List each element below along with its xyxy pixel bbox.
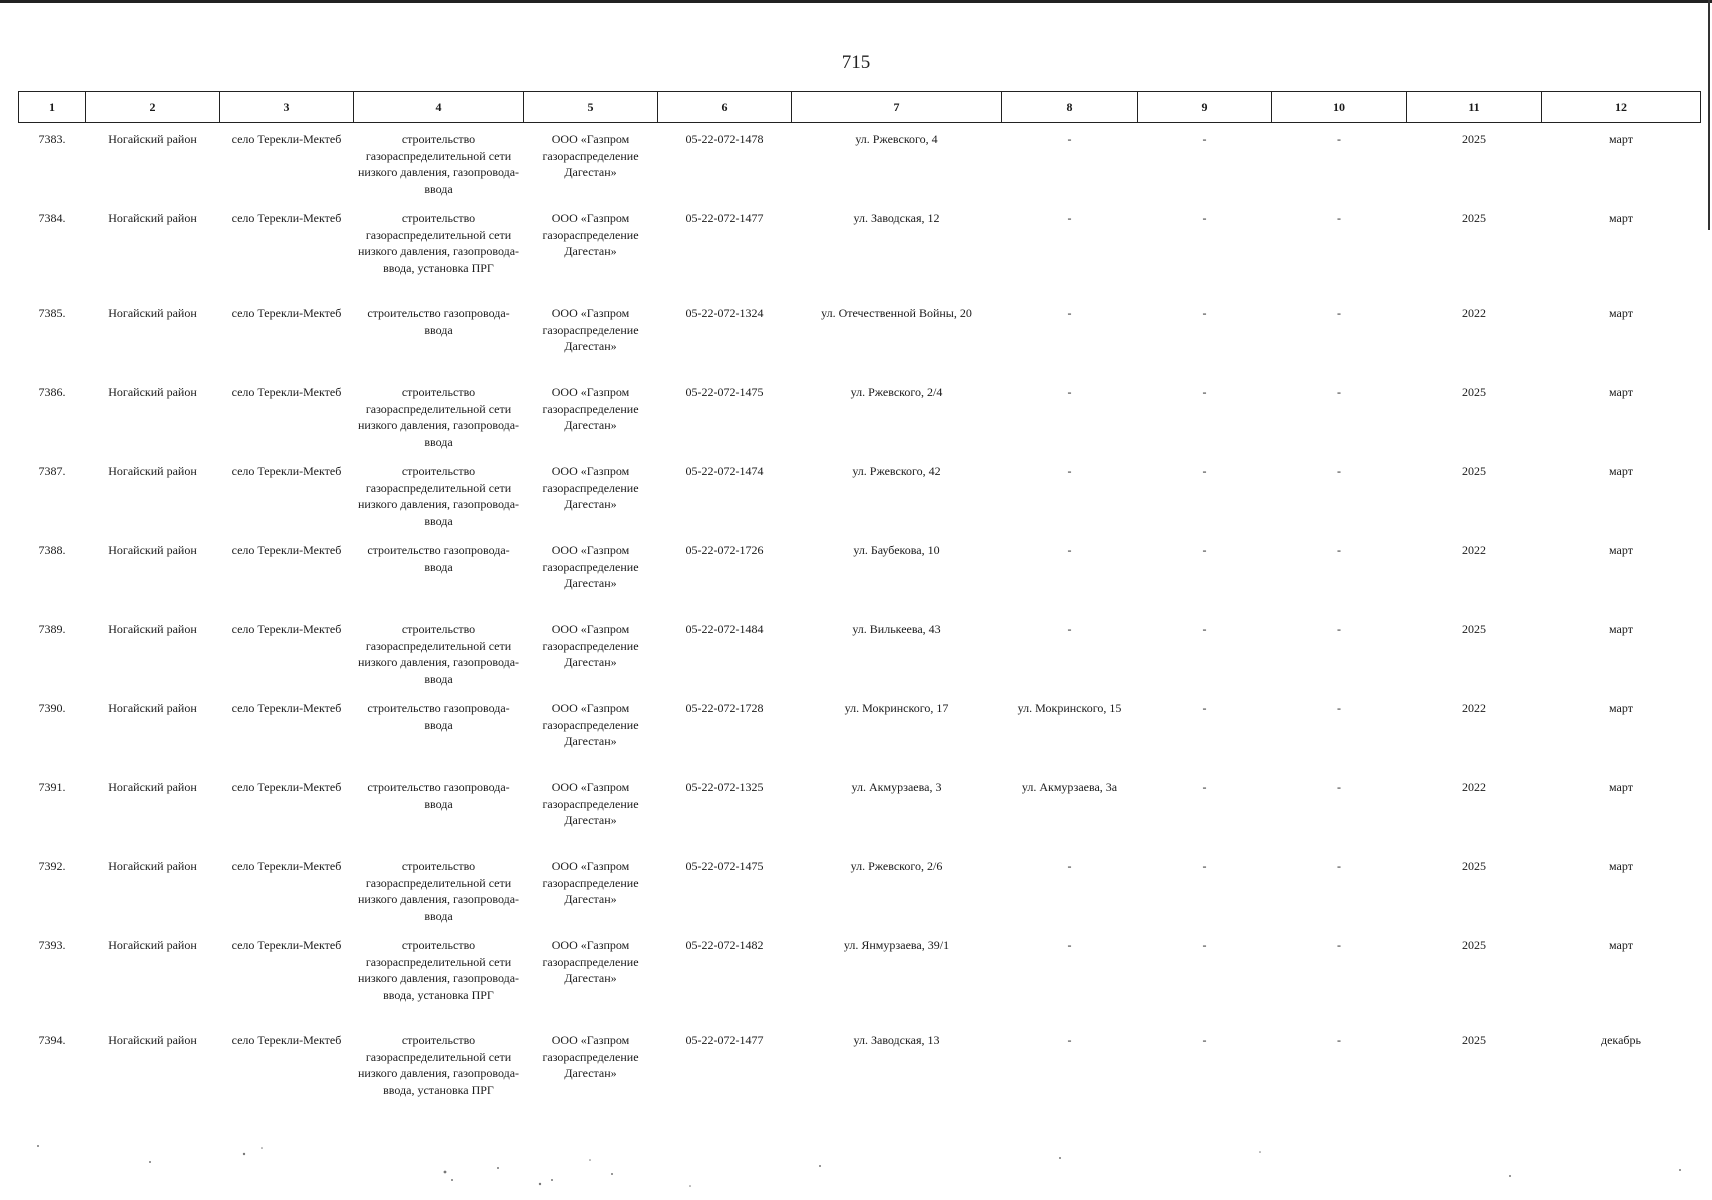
organization-cell: ООО «Газпром газораспределение Дагестан» (542, 211, 639, 258)
table-row (19, 297, 1701, 376)
month-cell: март (1609, 622, 1633, 636)
address2-cell: - (1067, 938, 1072, 952)
address2-cell: - (1067, 859, 1072, 873)
district-cell: Ногайский район (108, 938, 197, 952)
code-cell: 05-22-072-1325 (685, 780, 764, 794)
table-row (19, 202, 1701, 297)
organization-cell: ООО «Газпром газораспределение Дагестан» (542, 622, 639, 669)
work-cell: строительство газораспределительной сети низкого давления, газопровода-ввода (357, 464, 520, 528)
column-header: 2 (86, 92, 220, 123)
row-number: 7389. (38, 622, 66, 636)
col9-cell: - (1202, 622, 1207, 636)
column-header: 5 (524, 92, 658, 123)
month-cell: март (1609, 938, 1633, 952)
address-cell: ул. Отечественной Войны, 20 (821, 306, 972, 320)
organization-cell: ООО «Газпром газораспределение Дагестан» (542, 543, 639, 590)
month-cell: март (1609, 211, 1633, 225)
top-scan-border (0, 0, 1712, 3)
address-cell: ул. Ржевского, 4 (855, 132, 938, 146)
row-number: 7393. (38, 938, 66, 952)
organization-cell: ООО «Газпром газораспределение Дагестан» (542, 132, 639, 179)
row-number: 7391. (38, 780, 66, 794)
col9-cell: - (1202, 1033, 1207, 1047)
table-row (19, 613, 1701, 692)
year-cell: 2025 (1462, 464, 1486, 478)
district-cell: Ногайский район (108, 780, 197, 794)
month-cell: март (1609, 132, 1633, 146)
work-cell: строительство газопровода-ввода (367, 306, 510, 337)
district-cell: Ногайский район (108, 132, 197, 146)
year-cell: 2025 (1462, 132, 1486, 146)
code-cell: 05-22-072-1478 (685, 132, 764, 146)
district-cell: Ногайский район (108, 385, 197, 399)
col9-cell: - (1202, 938, 1207, 952)
settlement-cell: село Терекли-Мектеб (231, 385, 342, 399)
col9-cell: - (1202, 132, 1207, 146)
registry-table (18, 91, 1701, 1119)
month-cell: март (1609, 780, 1633, 794)
col10-cell: - (1337, 1033, 1341, 1047)
work-cell: строительство газораспределительной сети низкого давления, газопровода-ввода, установка ПРГ (357, 1033, 520, 1097)
district-cell: Ногайский район (108, 306, 197, 320)
work-cell: строительство газопровода-ввода (367, 701, 510, 732)
column-header: 1 (19, 92, 86, 123)
month-cell: март (1609, 701, 1633, 715)
work-cell: строительство газораспределительной сети низкого давления, газопровода-ввода, установка ПРГ (357, 938, 520, 1002)
month-cell: март (1609, 385, 1633, 399)
row-number: 7390. (38, 701, 66, 715)
address2-cell: - (1067, 464, 1072, 478)
work-cell: строительство газораспределительной сети низкого давления, газопровода-ввода, установка ПРГ (357, 211, 520, 275)
code-cell: 05-22-072-1728 (685, 701, 764, 715)
district-cell: Ногайский район (108, 701, 197, 715)
district-cell: Ногайский район (108, 1033, 197, 1047)
row-number: 7384. (38, 211, 66, 225)
page-number: 715 (841, 52, 871, 73)
column-header: 12 (1542, 92, 1701, 123)
code-cell: 05-22-072-1475 (685, 385, 764, 399)
col9-cell: - (1202, 780, 1207, 794)
col9-cell: - (1202, 385, 1207, 399)
column-header: 9 (1138, 92, 1272, 123)
address-cell: ул. Баубекова, 10 (853, 543, 940, 557)
code-cell: 05-22-072-1484 (685, 622, 764, 636)
organization-cell: ООО «Газпром газораспределение Дагестан» (542, 859, 639, 906)
year-cell: 2022 (1462, 543, 1486, 557)
address2-cell: - (1067, 211, 1072, 225)
address2-cell: - (1067, 385, 1072, 399)
organization-cell: ООО «Газпром газораспределение Дагестан» (542, 1033, 639, 1080)
address-cell: ул. Акмурзаева, 3 (851, 780, 942, 794)
table-row (19, 376, 1701, 455)
code-cell: 05-22-072-1482 (685, 938, 764, 952)
row-number: 7387. (38, 464, 66, 478)
address-cell: ул. Вилькеева, 43 (852, 622, 941, 636)
settlement-cell: село Терекли-Мектеб (231, 464, 342, 478)
district-cell: Ногайский район (108, 622, 197, 636)
code-cell: 05-22-072-1475 (685, 859, 764, 873)
col10-cell: - (1337, 543, 1341, 557)
district-cell: Ногайский район (108, 211, 197, 225)
district-cell: Ногайский район (108, 543, 197, 557)
scan-noise (0, 1110, 1712, 1190)
column-header: 4 (354, 92, 524, 123)
row-number: 7388. (38, 543, 66, 557)
row-number: 7383. (38, 132, 66, 146)
address2-cell: ул. Мокринского, 15 (1017, 701, 1122, 715)
settlement-cell: село Терекли-Мектеб (231, 1033, 342, 1047)
address2-cell: - (1067, 622, 1072, 636)
col9-cell: - (1202, 211, 1207, 225)
address-cell: ул. Ржевского, 2/6 (850, 859, 943, 873)
year-cell: 2022 (1462, 780, 1486, 794)
year-cell: 2025 (1462, 211, 1486, 225)
organization-cell: ООО «Газпром газораспределение Дагестан» (542, 306, 639, 353)
row-number: 7394. (38, 1033, 66, 1047)
col10-cell: - (1337, 385, 1341, 399)
table-row (19, 123, 1701, 203)
organization-cell: ООО «Газпром газораспределение Дагестан» (542, 385, 639, 432)
month-cell: март (1609, 306, 1633, 320)
col9-cell: - (1202, 859, 1207, 873)
settlement-cell: село Терекли-Мектеб (231, 306, 342, 320)
month-cell: март (1609, 543, 1633, 557)
table-row (19, 455, 1701, 534)
address2-cell: - (1067, 306, 1072, 320)
table-row (19, 850, 1701, 929)
code-cell: 05-22-072-1474 (685, 464, 764, 478)
work-cell: строительство газопровода-ввода (367, 543, 510, 574)
district-cell: Ногайский район (108, 859, 197, 873)
code-cell: 05-22-072-1477 (685, 211, 764, 225)
organization-cell: ООО «Газпром газораспределение Дагестан» (542, 938, 639, 985)
organization-cell: ООО «Газпром газораспределение Дагестан» (542, 464, 639, 511)
col9-cell: - (1202, 701, 1207, 715)
address-cell: ул. Заводская, 13 (853, 1033, 940, 1047)
col10-cell: - (1337, 211, 1341, 225)
settlement-cell: село Терекли-Мектеб (231, 543, 342, 557)
year-cell: 2022 (1462, 306, 1486, 320)
column-header: 10 (1272, 92, 1407, 123)
month-cell: март (1609, 859, 1633, 873)
right-scan-edge (1708, 0, 1710, 230)
settlement-cell: село Терекли-Мектеб (231, 701, 342, 715)
column-header: 3 (220, 92, 354, 123)
col10-cell: - (1337, 859, 1341, 873)
year-cell: 2025 (1462, 859, 1486, 873)
row-number: 7385. (38, 306, 66, 320)
address2-cell: - (1067, 543, 1072, 557)
month-cell: декабрь (1601, 1033, 1641, 1047)
address2-cell: - (1067, 1033, 1072, 1047)
organization-cell: ООО «Газпром газораспределение Дагестан» (542, 701, 639, 748)
year-cell: 2022 (1462, 701, 1486, 715)
address-cell: ул. Ржевского, 2/4 (850, 385, 943, 399)
year-cell: 2025 (1462, 385, 1486, 399)
table-row (19, 771, 1701, 850)
column-header: 6 (658, 92, 792, 123)
col10-cell: - (1337, 464, 1341, 478)
work-cell: строительство газораспределительной сети низкого давления, газопровода-ввода (357, 859, 520, 923)
address2-cell: - (1067, 132, 1072, 146)
row-number: 7386. (38, 385, 66, 399)
year-cell: 2025 (1462, 622, 1486, 636)
row-number: 7392. (38, 859, 66, 873)
col10-cell: - (1337, 780, 1341, 794)
col9-cell: - (1202, 543, 1207, 557)
address-cell: ул. Заводская, 12 (853, 211, 940, 225)
col10-cell: - (1337, 622, 1341, 636)
address-cell: ул. Янмурзаева, 39/1 (843, 938, 950, 952)
settlement-cell: село Терекли-Мектеб (231, 622, 342, 636)
table-row (19, 929, 1701, 1024)
organization-cell: ООО «Газпром газораспределение Дагестан» (542, 780, 639, 827)
column-header: 11 (1407, 92, 1542, 123)
work-cell: строительство газораспределительной сети низкого давления, газопровода-ввода (357, 622, 520, 686)
table-row (19, 534, 1701, 613)
address-cell: ул. Ржевского, 42 (852, 464, 941, 478)
col10-cell: - (1337, 306, 1341, 320)
header-row (19, 92, 1701, 123)
col10-cell: - (1337, 701, 1341, 715)
month-cell: март (1609, 464, 1633, 478)
district-cell: Ногайский район (108, 464, 197, 478)
address2-cell: ул. Акмурзаева, 3а (1021, 780, 1118, 794)
address-cell: ул. Мокринского, 17 (844, 701, 949, 715)
code-cell: 05-22-072-1477 (685, 1033, 764, 1047)
col10-cell: - (1337, 938, 1341, 952)
settlement-cell: село Терекли-Мектеб (231, 211, 342, 225)
year-cell: 2025 (1462, 1033, 1486, 1047)
code-cell: 05-22-072-1324 (685, 306, 764, 320)
col9-cell: - (1202, 464, 1207, 478)
table-row (19, 1024, 1701, 1119)
col9-cell: - (1202, 306, 1207, 320)
column-header: 7 (792, 92, 1002, 123)
settlement-cell: село Терекли-Мектеб (231, 859, 342, 873)
settlement-cell: село Терекли-Мектеб (231, 938, 342, 952)
code-cell: 05-22-072-1726 (685, 543, 764, 557)
work-cell: строительство газопровода-ввода (367, 780, 510, 811)
table-row (19, 692, 1701, 771)
year-cell: 2025 (1462, 938, 1486, 952)
settlement-cell: село Терекли-Мектеб (231, 132, 342, 146)
col10-cell: - (1337, 132, 1341, 146)
work-cell: строительство газораспределительной сети низкого давления, газопровода-ввода (357, 132, 520, 196)
work-cell: строительство газораспределительной сети низкого давления, газопровода-ввода (357, 385, 520, 449)
settlement-cell: село Терекли-Мектеб (231, 780, 342, 794)
column-header: 8 (1002, 92, 1138, 123)
